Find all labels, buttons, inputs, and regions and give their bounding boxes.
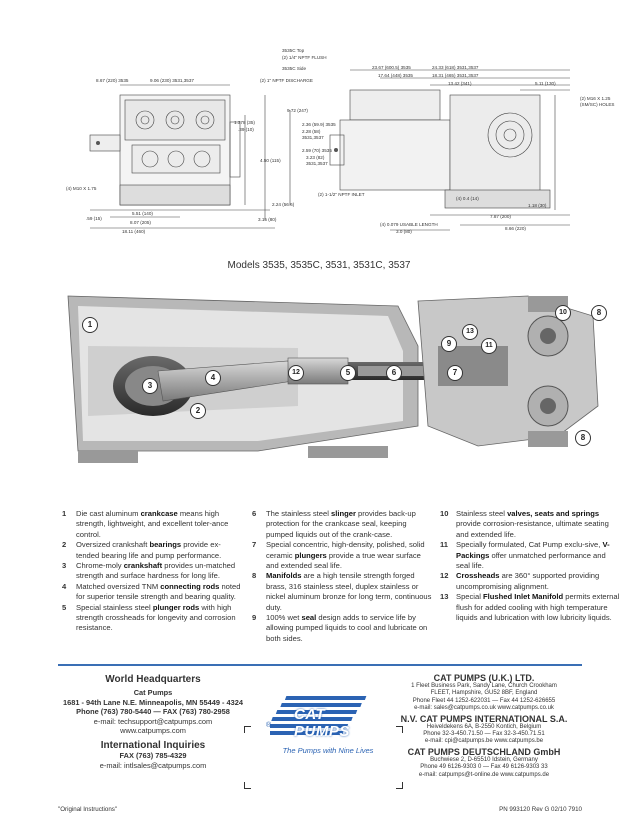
feature-item: 3 Chrome-moly crankshaft provides un-matched strength and surface hardness for long life. — [62, 561, 236, 581]
callout-7: 7 — [447, 365, 463, 381]
nv-office-title: N.V. CAT PUMPS INTERNATIONAL S.A. — [400, 713, 568, 724]
dim-label: 8.07 (205) — [130, 220, 151, 225]
callout-12: 12 — [288, 365, 304, 381]
models-caption: Models 3535, 3535C, 3531, 3531C, 3537 — [227, 260, 411, 271]
dim-label: 2.59 (70) 3535 — [302, 148, 332, 153]
dim-label: 5.11 (130) — [535, 81, 556, 86]
features-column-3 — [440, 509, 620, 623]
dim-label: (4) M10 X 1.75 — [66, 186, 97, 191]
logo-wordmark: CAT PUMPS — [294, 706, 350, 740]
dim-label: 17.64 (448) 3535 — [378, 73, 413, 78]
features-column-2 — [252, 509, 432, 644]
dim-label: 2.28 (58) — [302, 129, 321, 134]
dim-label: 3.0 (80) — [396, 229, 412, 234]
feature-item: 9 100% wet seal design adds to service life by allowing pumped liquids to cool and lubricate on both sides. — [252, 613, 428, 643]
callout-11: 11 — [481, 338, 497, 354]
dim-label: (4) 0.079 USABLE LENGTH — [380, 222, 438, 227]
dim-label: (2) M16 X 1.25 — [580, 96, 611, 101]
callout-1: 1 — [82, 317, 98, 333]
de-line: Buchwiese 2, D-65510 Idstein, Germany — [430, 756, 538, 763]
world-hq-company: Cat Pumps — [133, 688, 173, 697]
uk-line: FLEET, Hampshire, GU52 8BF, England — [430, 690, 538, 697]
footer — [58, 672, 582, 800]
dim-label: (2) 1" NPTF DISCHARGE — [260, 78, 313, 83]
nv-line: Phone 32-3-450.71.50 — Fax 32-3-450.71.51 — [423, 731, 545, 738]
uk-line: Phone Fleet 44 1252-622031 — Fax 44 1252-626655 — [412, 697, 556, 704]
feature-item: 13 Special Flushed Inlet Manifold permits external flush for added cooling with high temperature liquids and lubrication with low lubricity liquids. — [440, 592, 620, 623]
nv-line: Heiveldekens 6A, B-2550 Kontich, Belgium — [426, 723, 542, 730]
callout-6: 6 — [386, 365, 402, 381]
dim-label: 24.33 (618) 3531,3537 — [432, 65, 479, 70]
dim-label: 3535C Top — [282, 48, 305, 53]
dim-label: (2) 1-1/2" NPTF INLET — [318, 192, 365, 197]
de-office-title: CAT PUMPS DEUTSCHLAND GmbH — [407, 746, 561, 757]
dim-label: 5.51 (140) — [132, 211, 153, 216]
dim-label: 3.23 (82) — [306, 155, 325, 160]
dim-label: 18.31 (465) 3531,3537 — [432, 73, 479, 78]
intl-email[interactable]: e-mail: intlsales@catpumps.com — [99, 760, 207, 770]
corner-bracket — [244, 726, 251, 733]
callout-4: 4 — [205, 370, 221, 386]
world-hq-web[interactable]: www.catpumps.com — [120, 726, 186, 736]
feature-item: 6 The stainless steel slinger provides back-up protection for the crankcase seal, keeping pumped liquids out of the crank-case. — [252, 509, 416, 539]
dim-label: 3531,3537 — [302, 135, 324, 140]
dim-label: 2.24 (56.6) — [272, 202, 295, 207]
dim-label: (2) 1/4" NPTF FLUSH — [282, 55, 327, 60]
callout-3: 3 — [142, 378, 158, 394]
de-line: Phone 49 6126-9303 0 — Fax 49 6126-9303 33 — [420, 764, 548, 771]
uk-line: e-mail: sales@catpumps.co.uk www.catpumps.co.uk — [414, 705, 554, 712]
features-column-1 — [62, 509, 242, 634]
intl-inquiries-title: International Inquiries — [100, 739, 206, 751]
dim-label: 9.06 (230) 3531,3537 — [150, 78, 194, 83]
uk-line: 1 Fleet Business Park, Sandy Lane, Church Crookham — [411, 683, 557, 689]
feature-item: 10 Stainless steel valves, seats and springs provide corrosion-resistance, ultimate seating and extended life. — [440, 509, 609, 539]
dim-label: (SM/SC) HOLES — [580, 102, 615, 107]
logo-registered-mark: ® — [266, 722, 272, 729]
callout-8b: 8 — [575, 430, 591, 446]
part-number: PN 993120 Rev G 02/10 7910 — [499, 806, 582, 813]
dim-label: 8.66 (220) — [505, 226, 526, 231]
dim-label: 2.36 (59.9) 3535 — [302, 122, 336, 127]
intl-fax: FAX (763) 785-4329 — [119, 750, 187, 760]
dim-label: .39 (10) — [238, 127, 254, 132]
dim-label: 13.42 (341) — [448, 81, 472, 86]
international-offices-block — [386, 672, 582, 779]
corner-bracket — [396, 782, 403, 789]
world-hq-title: World Headquarters — [105, 674, 201, 685]
tagline: The Pumps with Nine Lives — [282, 746, 374, 755]
dim-label: 3535C Side — [282, 66, 307, 71]
uk-office-title: CAT PUMPS (U.K.) LTD. — [433, 673, 535, 683]
feature-item: 1 Die cast aluminum crankcase means high strength, lightweight, and excellent toler-ance control. — [62, 509, 229, 539]
callout-10: 10 — [555, 305, 571, 321]
feature-item: 5 Special stainless steel plunger rods with high strength crossheads for longevity and corrosion resistance. — [62, 602, 236, 633]
feature-item: 2 Oversized crankshaft bearings provide ex-tended bearing life and pump performance. — [62, 540, 222, 560]
dim-label: 4.50 (115) — [260, 158, 281, 163]
de-line: e-mail: catpumps@t-online.de www.catpumps.de — [418, 771, 550, 778]
callout-2: 2 — [190, 403, 206, 419]
dim-label: 18.11 (460) — [122, 229, 146, 234]
callout-13: 13 — [462, 324, 478, 340]
dim-label: 8.67 (220) 3535 — [96, 78, 129, 83]
dim-label: 9.72 (247) — [287, 108, 308, 113]
dim-label: 3531,3537 — [306, 161, 328, 166]
callout-8a: 8 — [591, 305, 607, 321]
feature-item: 8 Manifolds are a high tensile strength forged brass, 316 stainless steel, duplex stainless or nickel aluminum bronze for long term, continuous duty. — [252, 571, 432, 612]
callout-5: 5 — [340, 365, 356, 381]
callout-9: 9 — [441, 336, 457, 352]
dim-label: 3.15 (80) — [258, 217, 277, 222]
feature-item: 7 Special concentric, high-density, polished, solid ceramic plungers provide a true wear surface and extended seal life. — [252, 540, 425, 571]
dim-label: 1.378 (35) — [234, 120, 255, 125]
dim-label: 1.18 (30) — [528, 203, 547, 208]
dim-label: .59 (15) — [86, 216, 102, 221]
dim-label: (4) 0.4 (14) — [456, 196, 479, 201]
corner-bracket — [244, 782, 251, 789]
world-hq-phone: Phone (763) 780-5440 — FAX (763) 780-2958 — [76, 707, 230, 717]
feature-item: 11 Specially formulated, Cat Pump exclu-sive, V-Packings offer unmatched performance and seal life. — [440, 540, 610, 571]
feature-item: 12 Crossheads are 360° supported providing uncompromising alignment. — [440, 571, 600, 591]
dim-label: 23.67 (600.5) 3535 — [372, 65, 411, 70]
original-instructions-note: "Original Instructions" — [58, 806, 118, 813]
world-hq-email[interactable]: e-mail: techsupport@catpumps.com — [93, 716, 213, 726]
world-headquarters-block — [58, 672, 248, 770]
nv-line: e-mail: cpi@catpumps.be www.catpumps.be — [424, 738, 544, 745]
world-hq-address: 1681 - 94th Lane N.E. Minneapolis, MN 55449 - 4324 — [63, 697, 243, 707]
feature-item: 4 Matched oversized TNM connecting rods noted for superior tensile strength and bearing quality. — [62, 581, 241, 602]
dim-label: 7.87 (200) — [490, 214, 511, 219]
footer-divider — [58, 664, 582, 666]
